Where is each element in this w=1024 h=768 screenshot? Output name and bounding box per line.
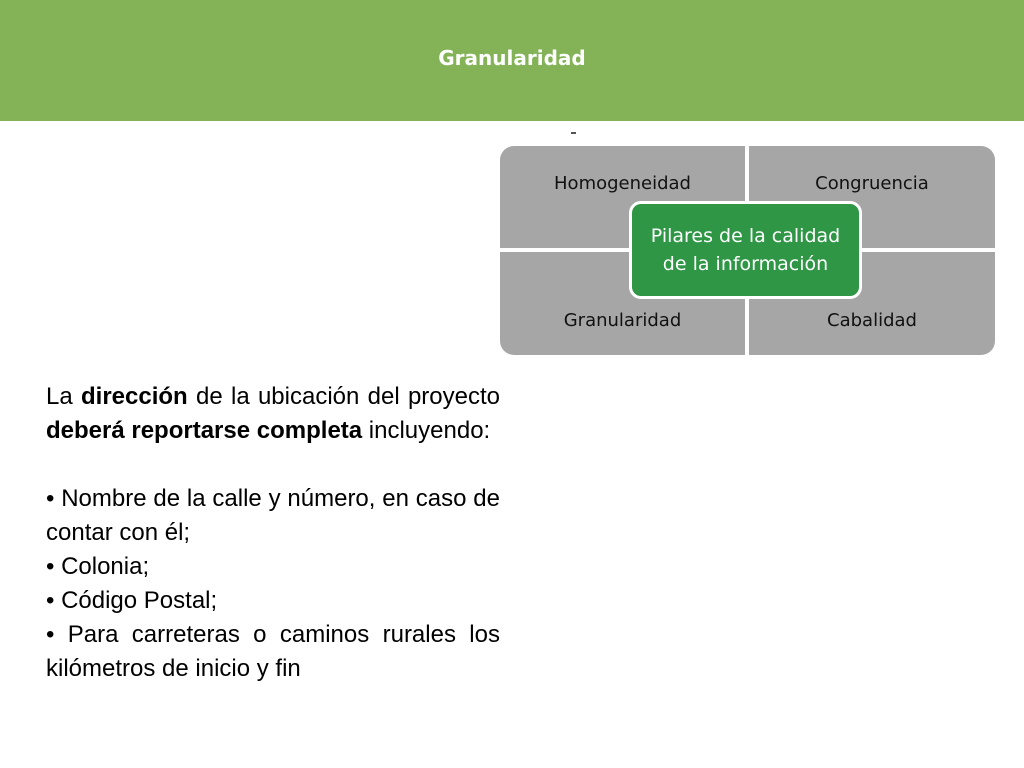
center-label-line1: Pilares de la calidad — [650, 225, 841, 247]
bullet-item: • Para carreteras o caminos rurales los kilómetros de inicio y fin — [46, 621, 500, 682]
intro-bold-direccion: dirección — [81, 383, 188, 410]
center-label-line2: de la información — [662, 253, 829, 275]
intro-word-5: incluyendo: — [368, 417, 491, 444]
paragraph-gap — [46, 448, 500, 482]
intro-paragraph — [46, 380, 500, 448]
quadrant-label-granularidad: Granularidad — [563, 310, 682, 331]
quadrant-label-cabalidad: Cabalidad — [827, 310, 917, 331]
bullet-item: • Nombre de la calle y número, en caso de contar con él; — [46, 485, 500, 546]
quadrant-label-congruencia: Congruencia — [815, 173, 929, 194]
quadrant-label-homogeneidad: Homogeneidad — [554, 173, 691, 194]
intro-word-3: de la ubicación del proyecto — [196, 383, 501, 410]
center-pillars-box — [629, 201, 862, 299]
slide-title: Granularidad — [438, 46, 586, 70]
intro-bold-reportarse: deberá reportarse completa — [46, 417, 363, 444]
intro-word-1: La — [46, 383, 73, 410]
bullet-item: • Colonia; — [46, 553, 150, 580]
header-bar — [0, 0, 1024, 121]
bullet-item: • Código Postal; — [46, 587, 218, 614]
stray-dash-mark — [571, 132, 576, 134]
body-text — [46, 380, 500, 686]
